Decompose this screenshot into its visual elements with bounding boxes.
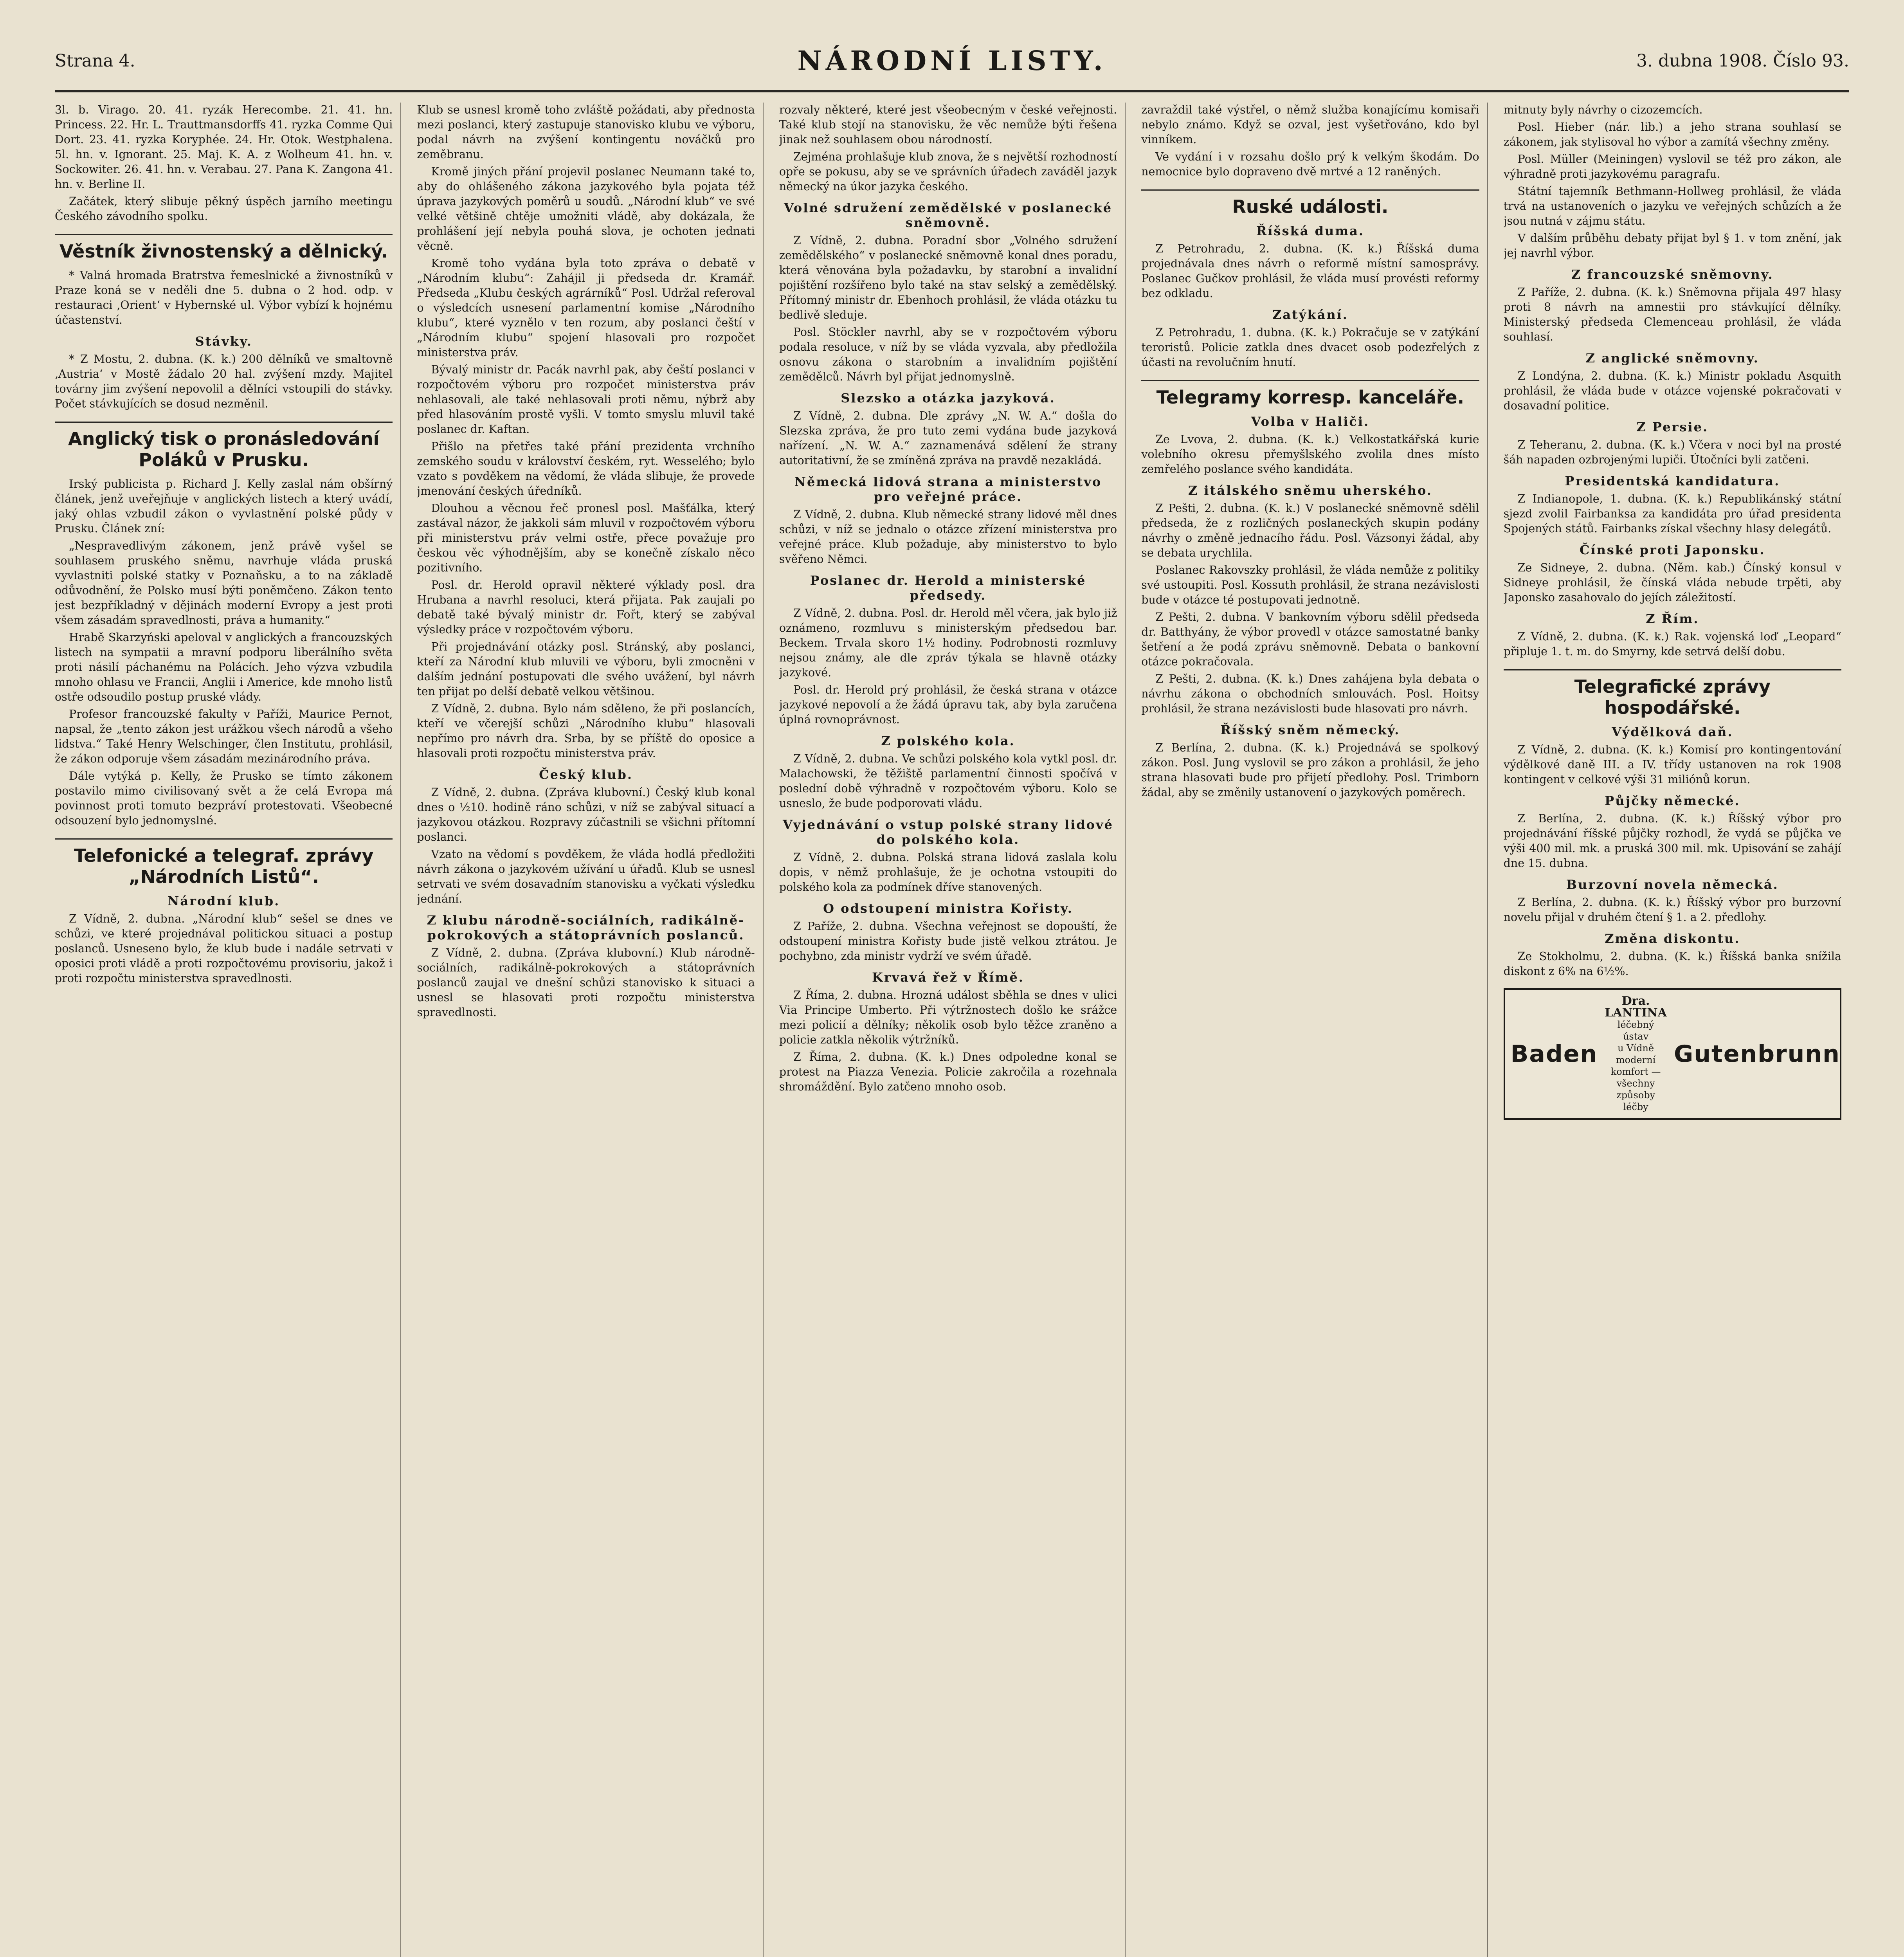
advertisement <box>1504 988 1841 1120</box>
section-title: Poslanec dr. Herold a ministerské předsedy. <box>810 573 1086 603</box>
article-text: Z Pešti, 2. dubna. (K. k.) V poslanecké sněmovně sdělil předseda, že z rozličných poslaneckých skupin podány návrhy o změně jednacího řádu. Posl. Vázsonyi žádal, aby se debata urychlila. <box>1141 502 1479 559</box>
article-text: Kromě toho vydána byla toto zpráva o debatě v „Národním klubu“: Zahájil ji předseda dr. Kramář. Předseda „Klubu českých agrárníků“ Posl. Udržal referoval o výsledcích usnesení parlamentní komise „Národního klubu“, které vyznělo v ten rozum, aby poslanci čeští v „Národním klubu“ spojení hlasovali pro rozpočet ministerstva práv. <box>417 257 755 359</box>
article-text: Z Říma, 2. dubna. Hrozná událost sběhla se dnes v ulici Via Principe Umberto. Při výtržnostech došlo ke srážce mezi policií a dělníky; několik osob bylo těžce zraněno a policie zatkla několik výtržníků. <box>779 989 1117 1046</box>
article-text: Z Paříže, 2. dubna. Všechna veřejnost se dopouští, že odstoupení ministra Kořisty bude jistě velkou ztrátou. Je pochybno, zda ministr vydrží ve svém úřadě. <box>779 920 1117 962</box>
article-text: Posl. dr. Herold opravil některé výklady posl. dra Hrubana a navrhl resoluci, která přijata. Pak zaujali po debatě také bývalý ministr dr. Fořt, který se zabýval výsledky práce v rozpočtovém výboru. <box>417 578 755 636</box>
article-text: Posl. Hieber (nár. lib.) a jeho strana souhlasí se zákonem, jak stylisoval ho výbor a zamítá všechny změny. <box>1503 121 1842 148</box>
issue-date: 3. dubna 1908. Číslo 93. <box>1636 51 1849 71</box>
article-text: Ve vydání i v rozsahu došlo prý k velkým škodám. Do nemocnice bylo dopraveno dvě mrtvé a 12 raněných. <box>1141 150 1479 178</box>
column-2 <box>417 103 763 1957</box>
article-text: Z Pešti, 2. dubna. V bankovním výboru sdělil předseda dr. Batthyány, že výbor provedl v otázce samostatné banky šetření a že podá zprávu sněmovně. Debata o bankovní otázce pokračovala. <box>1141 611 1479 668</box>
article-text: Z Indianopole, 1. dubna. (K. k.) Republikánský státní sjezd zvolil Fairbanksa za kandidáta pro úřad presidenta Spojených států. Fairbanks získal všechny hlasy delegátů. <box>1503 492 1842 535</box>
section-title: Změna diskontu. <box>1605 931 1740 946</box>
article-text: Při projednávání otázky posl. Stránský, aby poslanci, kteří za Národní klub mluvili ve výboru, byli zmocněni v dalším jednání postupovati dle svého uvážení, byl návrh ten přijat po delší debatě velkou většinou. <box>417 640 755 698</box>
article-text: mitnuty byly návrhy o cizozemcích. <box>1503 103 1703 116</box>
article-text: Bývalý ministr dr. Pacák navrhl pak, aby čeští poslanci v rozpočtovém výboru pro rozpočet ministerstva práv nehlasovali, ale také nehlasovali proti němu, nýbrž aby před hlasováním prostě vyšli. V tomto smyslu mluvil také poslanec dr. Kaftan. <box>417 363 755 436</box>
ad-right-word: Gutenbrunn <box>1674 1040 1840 1068</box>
section-title: Stávky. <box>195 334 252 349</box>
article-text: Posl. dr. Herold prý prohlásil, že česká strana v otázce jazykové nepovolí a že žádá úpravu tak, aby byla zaručena úplná rovnoprávnost. <box>779 683 1117 726</box>
article-text: Z Vídně, 2. dubna. (K. k.) Rak. vojenská loď „Leopard“ připluje 1. t. m. do Smyrny, kde setrvá delší dobu. <box>1503 630 1842 658</box>
article-text: Ze Sidneye, 2. dubna. (Něm. kab.) Čínský konsul v Sidneye prohlásil, že čínská vláda nebude trpěti, aby Japonsko zasahovalo do jejích záležitostí. <box>1503 561 1842 604</box>
headline: Ruské události. <box>1141 189 1479 217</box>
article-text: „Nespravedlivým zákonem, jenž právě vyšel se souhlasem pruského sněmu, navrhuje vláda pruská vyvlastniti polské statky v Poznaňsku, a to na základě odůvodnění, že Polsko musí býti poněmčeno. Zákon tento jest bezpříkladný v dějinách moderní Evropy a jest proti všem zásadám spravedlnosti, práva a humanity.“ <box>55 539 393 627</box>
section-title: O odstoupení ministra Kořisty. <box>823 901 1073 916</box>
article-text: Začátek, který slibuje pěkný úspěch jarního meetingu Českého závodního spolku. <box>55 195 393 223</box>
article-text: zavraždil také výstřel, o němž služba konajícímu komisaři nebylo známo. Když se ozval, jest vyšetřováno, kdo byl vinníkem. <box>1141 103 1479 146</box>
article-text: Posl. Müller (Meiningen) vyslovil se též pro zákon, ale výhradně proti jazykovému paragrafu. <box>1503 153 1842 180</box>
article-text: Z Vídně, 2. dubna. Dle zprávy „N. W. A.“ došla do Slezska zpráva, že pro tuto zemi vydána bude jazyková nařízení. „N. W. A.“ zaznamenává sdělení že strany autoritativní, že se zmíněná zpráva na pravdě nezakládá. <box>779 409 1117 467</box>
article-text: Klub se usnesl kromě toho zvláště požádati, aby přednosta mezi poslanci, který zastupuje stanovisko klubu ve výboru, podal návrh na zvýšení kontingentu nováčků pro zeměbranu. <box>417 103 755 161</box>
article-text: Z Vídně, 2. dubna. (K. k.) Komisí pro kontingentování výdělkové daně III. a IV. třídy ustanoven na rok 1908 kontingent v celkové výši 31 miliónů korun. <box>1503 743 1842 786</box>
ad-left-word: Baden <box>1510 1040 1598 1068</box>
headline: Telefonické a telegraf. zprávy „Národních Listů“. <box>55 838 393 887</box>
headline: Anglický tisk o pronásledování Poláků v Prusku. <box>55 422 393 470</box>
article-text: Z Říma, 2. dubna. (K. k.) Dnes odpoledne konal se protest na Piazza Venezia. Policie zakročila a rozehnala shromáždění. Bylo zatčeno mnoho osob. <box>779 1051 1117 1093</box>
article-text: Z Vídně, 2. dubna. Polská strana lidová zaslala kolu dopis, v němž prohlašuje, že je ochotna vstoupiti do polského kola za podmínek dříve stanovených. <box>779 851 1117 894</box>
article-text: Z Vídně, 2. dubna. Ve schůzi polského kola vytkl posl. dr. Malachowski, že těžiště parlamentní činnosti spočívá v poslední době výhradně v rozpočtovém výboru. Kolo se usneslo, že bude podporovati vládu. <box>779 752 1117 810</box>
ad-line: Dra. LANTINA <box>1605 994 1667 1020</box>
article-text: V dalším průběhu debaty přijat byl § 1. v tom znění, jak jej navrhl výbor. <box>1503 232 1842 259</box>
ad-line: léčebný ústav <box>1617 1019 1654 1042</box>
article-text: * Z Mostu, 2. dubna. (K. k.) 200 dělníků ve smaltovně ‚Austria‘ v Mostě žádalo 20 hal. zvýšení mzdy. Majitel továrny jim zvýšení nepovolil a dělníci vstoupili do stávky. Počet stávkujících se dosud nezměnil. <box>55 353 393 410</box>
article-text: Z Londýna, 2. dubna. (K. k.) Ministr pokladu Asquith prohlásil, že vláda bude v otázce vojenské pokračovati v dosavadní politice. <box>1503 369 1842 412</box>
section-title: Burzovní novela německá. <box>1566 877 1779 892</box>
article-text: Z Teheranu, 2. dubna. (K. k.) Včera v noci byl na prosté šáh napaden ozbrojenými lupiči. Útočníci byli zatčeni. <box>1503 438 1842 466</box>
article-text: Vzato na vědomí s povděkem, že vláda hodlá předložiti návrh zákona o jazykovém užívání u úřadů. Klub se usnesl setrvati ve svém dosavadním stanovisku a vyčkati výsledku jednání. <box>417 848 755 905</box>
page-number: Strana 4. <box>55 51 135 71</box>
column-5 <box>1504 103 1849 1957</box>
section-title: Německá lidová strana a ministerstvo pro veřejné práce. <box>794 474 1102 504</box>
article-text: Z Petrohradu, 2. dubna. (K. k.) Říšská duma projednávala dnes návrh o reformě místní samosprávy. Poslanec Gučkov prohlásil, že vláda musí provésti reformy bez odkladu. <box>1141 242 1479 300</box>
section-title: Vyjednávání o vstup polské strany lidové do polského kola. <box>783 817 1113 847</box>
column-1 <box>55 103 401 1957</box>
ad-body <box>1605 995 1667 1113</box>
section-title: Z Persie. <box>1636 420 1709 434</box>
section-title: Z anglické sněmovny. <box>1585 351 1759 366</box>
article-text: Dále vytýká p. Kelly, že Prusko se tímto zákonem postavilo mimo civilisovaný svět a že celá Evropa má povinnost proti tomuto bezpráví protestovati. Všeobecné odsouzení bylo jednomyslné. <box>55 769 393 827</box>
article-text: Z Vídně, 2. dubna. (Zpráva klubovní.) Český klub konal dnes o ½10. hodině ráno schůzi, v níž se zabýval situací a jazykovou otázkou. Rozpravy zúčastnili se všichni přítomní poslanci. <box>417 786 755 843</box>
ad-line: moderní komfort — všechny způsoby léčby <box>1610 1054 1661 1112</box>
article-text: * Valná hromada Bratrstva řemeslnické a živnostníků v Praze koná se v neděli dne 5. dubna o 2 hod. odp. v restauraci ‚Orient‘ v Hybernské ul. Výbor vybízí k hojnému účastenství. <box>55 269 393 326</box>
section-title: Slezsko a otázka jazyková. <box>841 391 1056 405</box>
section-title: Volné sdružení zemědělské v poslanecké sněmovně. <box>784 200 1113 230</box>
headline: Telegrafické zprávy hospodářské. <box>1504 669 1841 718</box>
article-text: Státní tajemník Bethmann-Hollweg prohlásil, že vláda trvá na ustanoveních o jazyku ve veřejných schůzích a že jsou nutná v zájmu státu. <box>1503 185 1842 227</box>
article-text: Z Vídně, 2. dubna. Posl. dr. Herold měl včera, jak bylo již oznámeno, rozmluvu s ministerským předsedou bar. Beckem. Trvala skoro 1½ hodiny. Podrobnosti rozmluvy nejsou známy, ale dle zpráv týkala se hlavně otázky jazykové. <box>779 607 1117 679</box>
section-title: Z francouzské sněmovny. <box>1571 267 1774 282</box>
section-title: Zatýkání. <box>1272 307 1348 322</box>
article-text: Ze Stokholmu, 2. dubna. (K. k.) Říšská banka snížila diskont z 6% na 6½%. <box>1503 950 1842 978</box>
article-text: Hrabě Skarzyński apeloval v anglických a francouzských listech na sympatii a mravní podporu liberálního světa proti násilí páchanému na Polácích. Jeho výzva vzbudila mnoho ohlasu ve Francii, Anglii i Americe, kde mnoho listů ostře odsoudilo postup pruské vlády. <box>55 631 393 703</box>
section-title: Volba v Haliči. <box>1251 414 1370 429</box>
article-text: Zejména prohlašuje klub znova, že s největší rozhodností opře se pokusu, aby se ve správních úřadech zaváděl jazyk německý na úkor jazyka českého. <box>779 150 1117 193</box>
headline: Telegramy korresp. kanceláře. <box>1141 380 1479 408</box>
section-title: Z klubu národně-sociálních, radikálně-pokrokových a státoprávních poslanců. <box>427 913 745 942</box>
section-title: Půjčky německé. <box>1605 793 1740 808</box>
article-text: Z Petrohradu, 1. dubna. (K. k.) Pokračuje se v zatýkání teroristů. Policie zatkla dnes dvacet osob podezřelých z účasti na revolučním hnutí. <box>1141 326 1479 369</box>
article-text: Z Vídně, 2. dubna. Bylo nám sděleno, že při poslancích, kteří ve včerejší schůzi „Národního klubu“ hlasovali nepřímo pro návrh dra. Srba, by se příště do oposice a hlasovali proti rozpočtu ministerstva práv. <box>417 702 755 760</box>
article-text: 3l. b. Virago. 20. 41. ryzák Herecombe. 21. 41. hn. Princess. 22. Hr. L. Trauttmansdorffs 41. ryzka Comme Qui Dort. 23. 41. ryzka Koryphée. 24. Hr. Otok. Westphalena. 5l. hn. v. Ignorant. 25. Maj. K. A. z Wolheum 41. hn. v. Sockowiter. 26. 41. hn. v. Verabau. 27. Pana K. Zangona 41. hn. v. Berline II. <box>55 103 393 191</box>
article-text: Přišlo na přetřes také přání prezidenta vrchního zemského soudu v království českém, ryt. Wesselého; bylo vzato s povděkem na vědomí, že vláda slibuje, že provede jmenování českých úředníků. <box>417 440 755 497</box>
article-text: Kromě jiných přání projevil poslanec Neumann také to, aby do ohlášeného zákona jazykového byla pojata též úprava jazykových poměrů u soudů. „Národní klub“ ve své velké většině chtěje umožniti vládě, aby dokázala, že prohlášení její nebyla pouhá slova, je ochoten jednati věcně. <box>417 165 755 252</box>
article-text: Irský publicista p. Richard J. Kelly zaslal nám obšírný článek, jenž uveřejňuje v anglických listech a který uvádí, jaký ohlas vzbudil zákon o vyvlastnění polské půdy v Prusku. Článek zní: <box>55 478 393 535</box>
section-title: Čínské proti Japonsku. <box>1579 542 1765 557</box>
article-text: Dlouhou a věcnou řeč pronesl posl. Mašťálka, který zastával názor, že jakkoli sám mluvil v rozpočtovém výboru při ministerstvu práv velmi ostře, přece považuje pro českou věc výhodnějším, aby se konečně získalo něco pozitivního. <box>417 502 755 574</box>
section-title: Říšský sněm německý. <box>1220 723 1400 737</box>
article-text: Z Berlína, 2. dubna. (K. k.) Říšský výbor pro projednávání říšské půjčky rozhodl, že vydá se půjčka ve výši 400 mil. mk. a pruská 300 mil. mk. Upisování se zahájí dne 15. dubna. <box>1503 812 1842 870</box>
column-3 <box>779 103 1126 1957</box>
page-header <box>55 43 1849 92</box>
article-text: Poslanec Rakovszky prohlásil, že vláda nemůže z politiky své ustoupiti. Posl. Kossuth prohlásil, že strana nezávislosti bude v otázce té postupovati jednotně. <box>1141 564 1479 606</box>
column-4 <box>1141 103 1488 1957</box>
article-text: Z Pešti, 2. dubna. (K. k.) Dnes zahájena byla debata o návrhu zákona o obchodních smlouvách. Posl. Hoitsy prohlásil, že strana nezávislosti bude hlasovati pro návrh. <box>1141 672 1479 715</box>
ad-line: u Vídně <box>1618 1043 1654 1054</box>
article-text: Z Berlína, 2. dubna. (K. k.) Projednává se spolkový zákon. Posl. Jung vyslovil se pro zákon a prohlásil, že jeho strana hlasovati bude pro přijetí předlohy. Posl. Trimborn žádal, aby se změnily ustanovení o jazykových poměrech. <box>1141 741 1479 799</box>
section-title: Český klub. <box>539 767 633 782</box>
article-text: Z Vídně, 2. dubna. Klub německé strany lidové měl dnes schůzi, v níž se jednalo o otázce zřízení ministerstva pro veřejné práce. Klub požaduje, aby ministerstvo to bylo svěřeno Němci. <box>779 508 1117 566</box>
section-title: Z polského kola. <box>881 733 1015 748</box>
section-title: Říšská duma. <box>1256 223 1365 238</box>
section-title: Národní klub. <box>168 894 280 908</box>
section-title: Presidentská kandidatura. <box>1565 474 1780 488</box>
article-text: Z Vídně, 2. dubna. (Zpráva klubovní.) Klub národně-sociálních, radikálně-pokrokových a státoprávních poslanců zaujal ve dnešní schůzi stanovisko k situaci a usnesl se hlasovati proti rozpočtu ministerstva spravedlnosti. <box>417 946 755 1019</box>
section-title: Z Řím. <box>1646 611 1699 626</box>
headline: Věstník živnostenský a dělnický. <box>55 234 393 262</box>
section-title: Krvavá řež v Římě. <box>872 970 1024 985</box>
article-text: Z Berlína, 2. dubna. (K. k.) Říšský výbor pro burzovní novelu přijal v druhém čtení § 1. a 2. předlohy. <box>1503 896 1842 924</box>
article-text: Ze Lvova, 2. dubna. (K. k.) Velkostatkářská kurie volebního okresu přemyšlského zvolila dnes místo zemřelého poslance svého kandidáta. <box>1141 433 1479 476</box>
article-text: rozvaly některé, které jest všeobecným v české veřejnosti. Také klub stojí na stanovisku, že věc nemůže býti řešena jinak než souhlasem obou národností. <box>779 103 1117 146</box>
section-title: Z itálského sněmu uherského. <box>1188 483 1432 498</box>
masthead-title: NÁRODNÍ LISTY. <box>797 45 1107 77</box>
section-title: Výdělková daň. <box>1612 724 1733 739</box>
columns <box>55 103 1849 1957</box>
article-text: Z Vídně, 2. dubna. „Národní klub“ sešel se dnes ve schůzi, ve které projednával politickou situaci a postup poslanců. Usneseno bylo, že klub bude i nadále setrvati v oposici proti vládě a proti rozpočtovému provisoriu, jakož i proti rozpočtu ministerstva spravedlnosti. <box>55 912 393 985</box>
article-text: Profesor francouzské fakulty v Paříži, Maurice Pernot, napsal, že „tento zákon jest urážkou všech národů a všeho lidstva.“ Také Henry Welschinger, člen Institutu, prohlásil, že zákon odporuje všem zásadám mezinárodního práva. <box>55 708 393 765</box>
article-text: Z Paříže, 2. dubna. (K. k.) Sněmovna přijala 497 hlasy proti 8 návrh na amnestii pro stávkující dělníky. Ministerský předseda Clemenceau prohlásil, že vláda souhlasí. <box>1503 286 1842 343</box>
article-text: Z Vídně, 2. dubna. Poradní sbor „Volného sdružení zemědělského“ v poslanecké sněmovně konal dnes poradu, která věnována byla požadavku, by starobní a invalidní pojištění rozšířeno bylo také na stav selský a zemědělský. Přítomný ministr dr. Ebenhoch prohlásil, že vláda otázku tu bedlivě sleduje. <box>779 234 1117 321</box>
article-text: Posl. Stöckler navrhl, aby se v rozpočtovém výboru podala resoluce, v níž by se vláda vyzvala, aby předložila osnovu zákona o starobním a invalidním pojištění zemědělců. Návrh byl přijat jednomyslně. <box>779 326 1117 383</box>
